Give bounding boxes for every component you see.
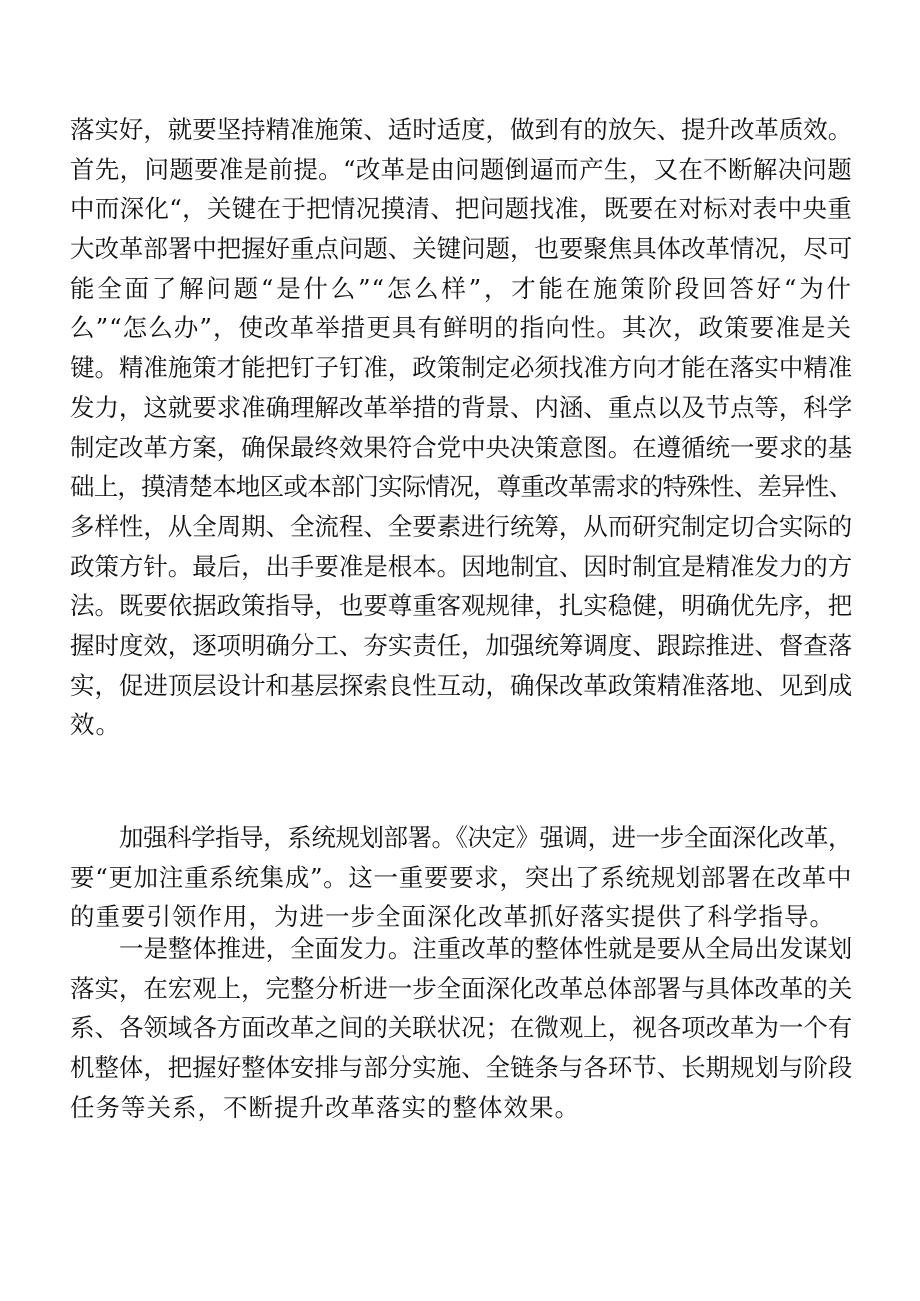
- text-line: 础上，摸清楚本地区或本部门实际情况，尊重改革需求的特殊性、差异性、: [70, 472, 852, 502]
- paragraph-scientific-guidance: [70, 818, 852, 937]
- text-line: 一是整体推进，全面发力。注重改革的整体性就是要从全局出发谋划: [119, 934, 852, 963]
- text-line: 效。: [70, 710, 121, 740]
- text-line: 任务等关系，不断提升改革落实的整体效果。: [70, 1092, 580, 1122]
- text-line: 能全面了解问题“是什么”“怎么样”，才能在施策阶段回答好“为什: [70, 273, 852, 303]
- text-line: 么”“怎么办”，使改革举措更具有鲜明的指向性。其次，政策要准是关: [70, 313, 852, 343]
- text-line: 实，促进顶层设计和基层探索良性互动，确保改革政策精准落地、见到成: [70, 670, 852, 700]
- text-line: 加强科学指导，系统规划部署。《决定》强调，进一步全面深化改革，: [119, 823, 852, 852]
- text-line: 大改革部署中把握好重点问题、关键问题，也要聚焦具体改革情况，尽可: [70, 234, 852, 264]
- text-line: 首先，问题要准是前提。“改革是由问题倒逼而产生，又在不断解决问题: [70, 154, 852, 184]
- paragraph-precise-policy: [70, 110, 852, 745]
- text-line: 要“更加注重系统集成”。这一重要要求，突出了系统规划部署在改革中: [70, 862, 852, 892]
- text-line: 系、各领域各方面改革之间的关联状况；在微观上，视各项改革为一个有: [70, 1013, 852, 1043]
- text-line: 的重要引领作用，为进一步全面深化改革抓好落实提供了科学指导。: [70, 902, 835, 932]
- text-line: 政策方针。最后，出手要准是根本。因地制宜、因时制宜是精准发力的方: [70, 551, 852, 581]
- text-line: 多样性，从全周期、全流程、全要素进行统筹，从而研究制定切合实际的: [70, 511, 852, 541]
- text-line: 落实好，就要坚持精准施策、适时适度，做到有的放矢、提升改革质效。: [70, 115, 852, 144]
- text-line: 机整体，把握好整体安排与部分实施、全链条与各环节、长期规划与阶段: [70, 1053, 852, 1083]
- text-line: 中而深化“，关键在于把情况摸清、把问题找准，既要在对标对表中央重: [70, 194, 852, 224]
- text-line: 法。既要依据政策指导，也要尊重客观规律，扎实稳健，明确优先序，把: [70, 591, 852, 621]
- text-line: 制定改革方案，确保最终效果符合党中央决策意图。在遵循统一要求的基: [70, 432, 852, 462]
- text-line: 键。精准施策才能把钉子钉准，政策制定必须找准方向才能在落实中精准: [70, 353, 852, 383]
- text-line: 发力，这就要求准确理解改革举措的背景、内涵、重点以及节点等，科学: [70, 392, 852, 422]
- paragraph-overall-advance: [70, 929, 852, 1127]
- text-line: 落实，在宏观上，完整分析进一步全面深化改革总体部署与具体改革的关: [70, 973, 852, 1003]
- text-line: 握时度效，逐项明确分工、夯实责任，加强统筹调度、跟踪推进、督查落: [70, 630, 852, 660]
